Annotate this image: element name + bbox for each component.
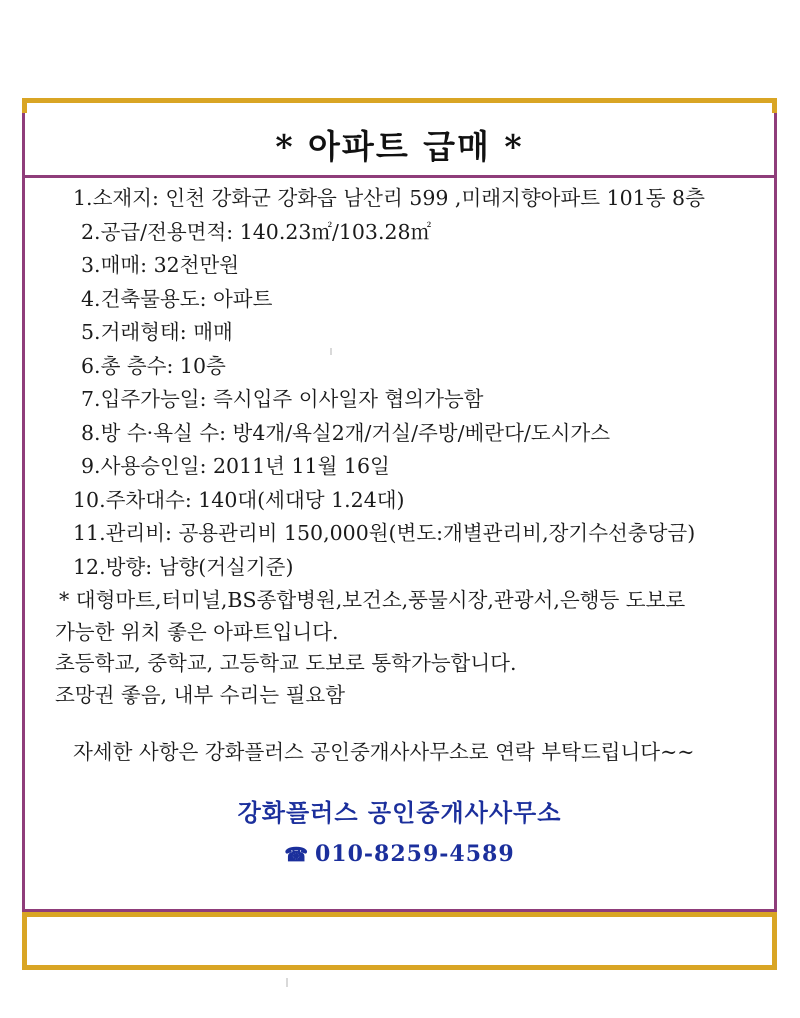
list-item [43, 219, 756, 244]
contact-note: 자세한 사항은 강화플러스 공인중개사사무소로 연락 부탁드립니다~~ [73, 740, 695, 764]
bottom-gold-bar [22, 912, 777, 970]
note-line: 가능한 위치 좋은 아파트입니다. [55, 619, 339, 644]
list-item-number: 12. [73, 554, 106, 579]
list-item-number: 6. [81, 353, 101, 378]
telephone-icon: ☎ [284, 843, 309, 866]
list-item-text: 매매: 32천만원 [100, 253, 240, 277]
list-item [43, 353, 756, 378]
list-item-number: 5. [81, 320, 101, 344]
list-item-number: 4. [81, 286, 101, 311]
list-item [43, 389, 756, 410]
list-item-text: 방 수·욕실 수: 방4개/욕실2개/거실/주방/베란다/도시가스 [100, 420, 611, 445]
listing-body [22, 175, 777, 912]
list-item-number: 9. [81, 454, 101, 478]
list-item-text: 총 층수: 10층 [100, 353, 226, 378]
list-item [43, 322, 756, 343]
scan-speck [330, 348, 332, 355]
list-item-number: 10. [73, 487, 106, 512]
note-line: * 대형마트,터미널,BS종합병원,보건소,풍물시장,관광서,은행등 도보로 [59, 588, 686, 612]
note-line: 조망권 좋음, 내부 수리는 필요함 [55, 682, 346, 707]
list-item [43, 188, 756, 209]
list-item-text: 공급/전용면적: 140.23㎡/103.28㎡ [100, 219, 432, 244]
title-banner [22, 113, 777, 175]
list-item-text: 방향: 남향(거실기준) [105, 554, 294, 579]
list-item [43, 286, 756, 311]
list-item-number: 3. [81, 253, 101, 277]
list-item [43, 554, 756, 579]
list-item-text: 사용승인일: 2011년 11월 16일 [100, 454, 390, 478]
list-item-number: 7. [81, 387, 101, 411]
list-item-text: 소재지: 인천 강화군 강화읍 남산리 599 ,미래지향아파트 101동 8층 [92, 186, 705, 210]
list-item-number: 2. [81, 219, 101, 244]
phone-number-line [43, 841, 756, 867]
list-item-text: 입주가능일: 즉시입주 이사일자 협의가능함 [100, 387, 484, 411]
list-item [43, 255, 756, 276]
list-item-text: 주차대수: 140대(세대당 1.24대) [105, 487, 405, 512]
list-item-text: 건축물용도: 아파트 [100, 286, 273, 311]
list-item [43, 523, 756, 544]
list-item [43, 487, 756, 512]
note-line: 초등학교, 중학교, 고등학교 도보로 통학가능합니다. [55, 651, 517, 675]
scan-speck [286, 978, 288, 987]
list-item-number: 11. [73, 521, 106, 545]
list-item-number: 8. [81, 420, 101, 445]
office-name: 강화플러스 공인중개사사무소 [237, 797, 562, 827]
spacer [43, 716, 756, 742]
phone-number: 010-8259-4589 [315, 840, 515, 867]
list-item [43, 420, 756, 445]
list-item-text: 거래형태: 매매 [100, 320, 233, 344]
list-item-number: 1. [73, 186, 93, 210]
page-title: * 아파트 급매 * [275, 126, 524, 166]
list-item [43, 456, 756, 477]
list-item-text: 관리비: 공용관리비 150,000원(변도:개별관리비,장기수선충당금) [105, 521, 696, 545]
